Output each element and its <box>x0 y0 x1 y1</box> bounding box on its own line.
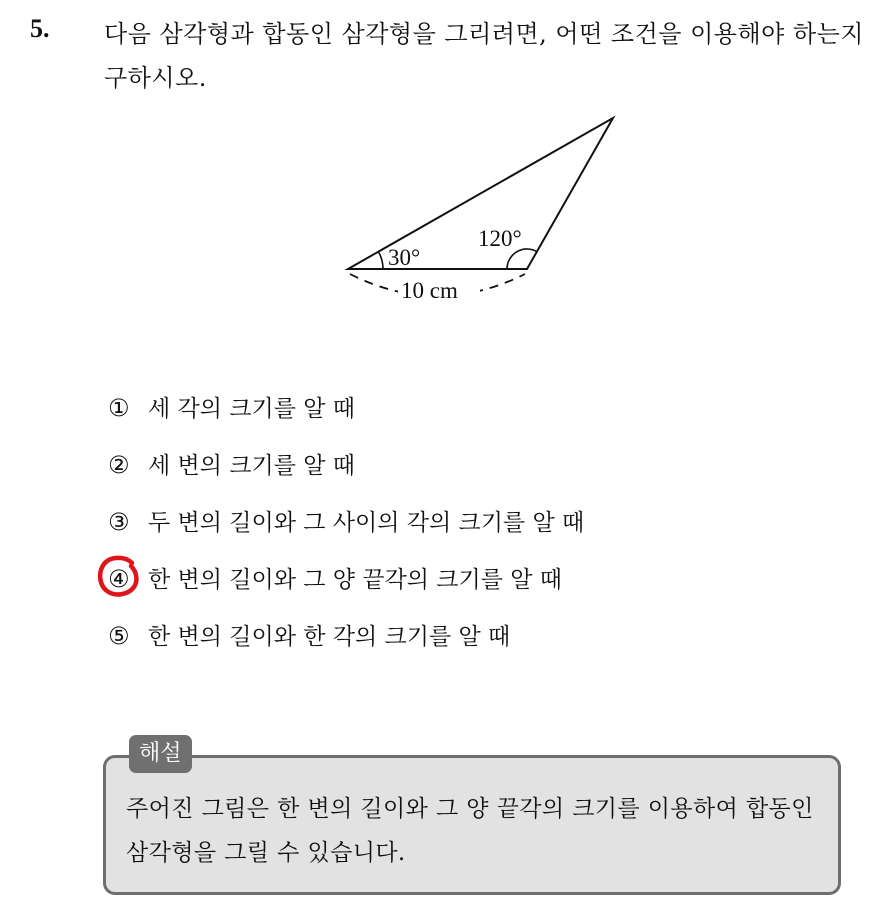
angle-arc-30 <box>378 252 383 269</box>
explanation-tag: 해설 <box>129 735 192 773</box>
choice-text: 세 각의 크기를 알 때 <box>148 396 355 422</box>
choice-5[interactable] <box>108 614 584 671</box>
choice-3[interactable] <box>108 500 584 557</box>
triangle-figure <box>0 0 884 360</box>
choice-text: 한 변의 길이와 그 양 끝각의 크기를 알 때 <box>148 567 562 593</box>
choice-number: ⑤ <box>108 622 130 650</box>
choice-2[interactable] <box>108 443 584 500</box>
question-number: 5. <box>30 14 50 43</box>
angle-120-label: 120° <box>478 226 522 251</box>
question-text: 다음 삼각형과 합동인 삼각형을 그리려면, 어떤 조건을 이용해야 하는지 구하시오. <box>104 20 864 92</box>
angle-30-label: 30° <box>388 245 421 270</box>
choice-text: 한 변의 길이와 한 각의 크기를 알 때 <box>148 624 511 650</box>
choice-1[interactable] <box>108 386 584 443</box>
explanation-text: 주어진 그림은 한 변의 길이와 그 양 끝각의 크기를 이용하여 합동인 삼각형을 그릴 수 있습니다. <box>126 796 814 866</box>
choice-number: ④ <box>108 565 130 593</box>
side-length-label: 10 cm <box>401 278 458 303</box>
choice-list <box>108 386 584 671</box>
choice-number: ③ <box>108 508 130 536</box>
choice-text: 두 변의 길이와 그 사이의 각의 크기를 알 때 <box>148 510 585 536</box>
choice-4[interactable] <box>108 557 584 614</box>
choice-text: 세 변의 크기를 알 때 <box>148 453 355 479</box>
choice-number: ② <box>108 451 130 479</box>
choice-number: ① <box>108 394 130 422</box>
